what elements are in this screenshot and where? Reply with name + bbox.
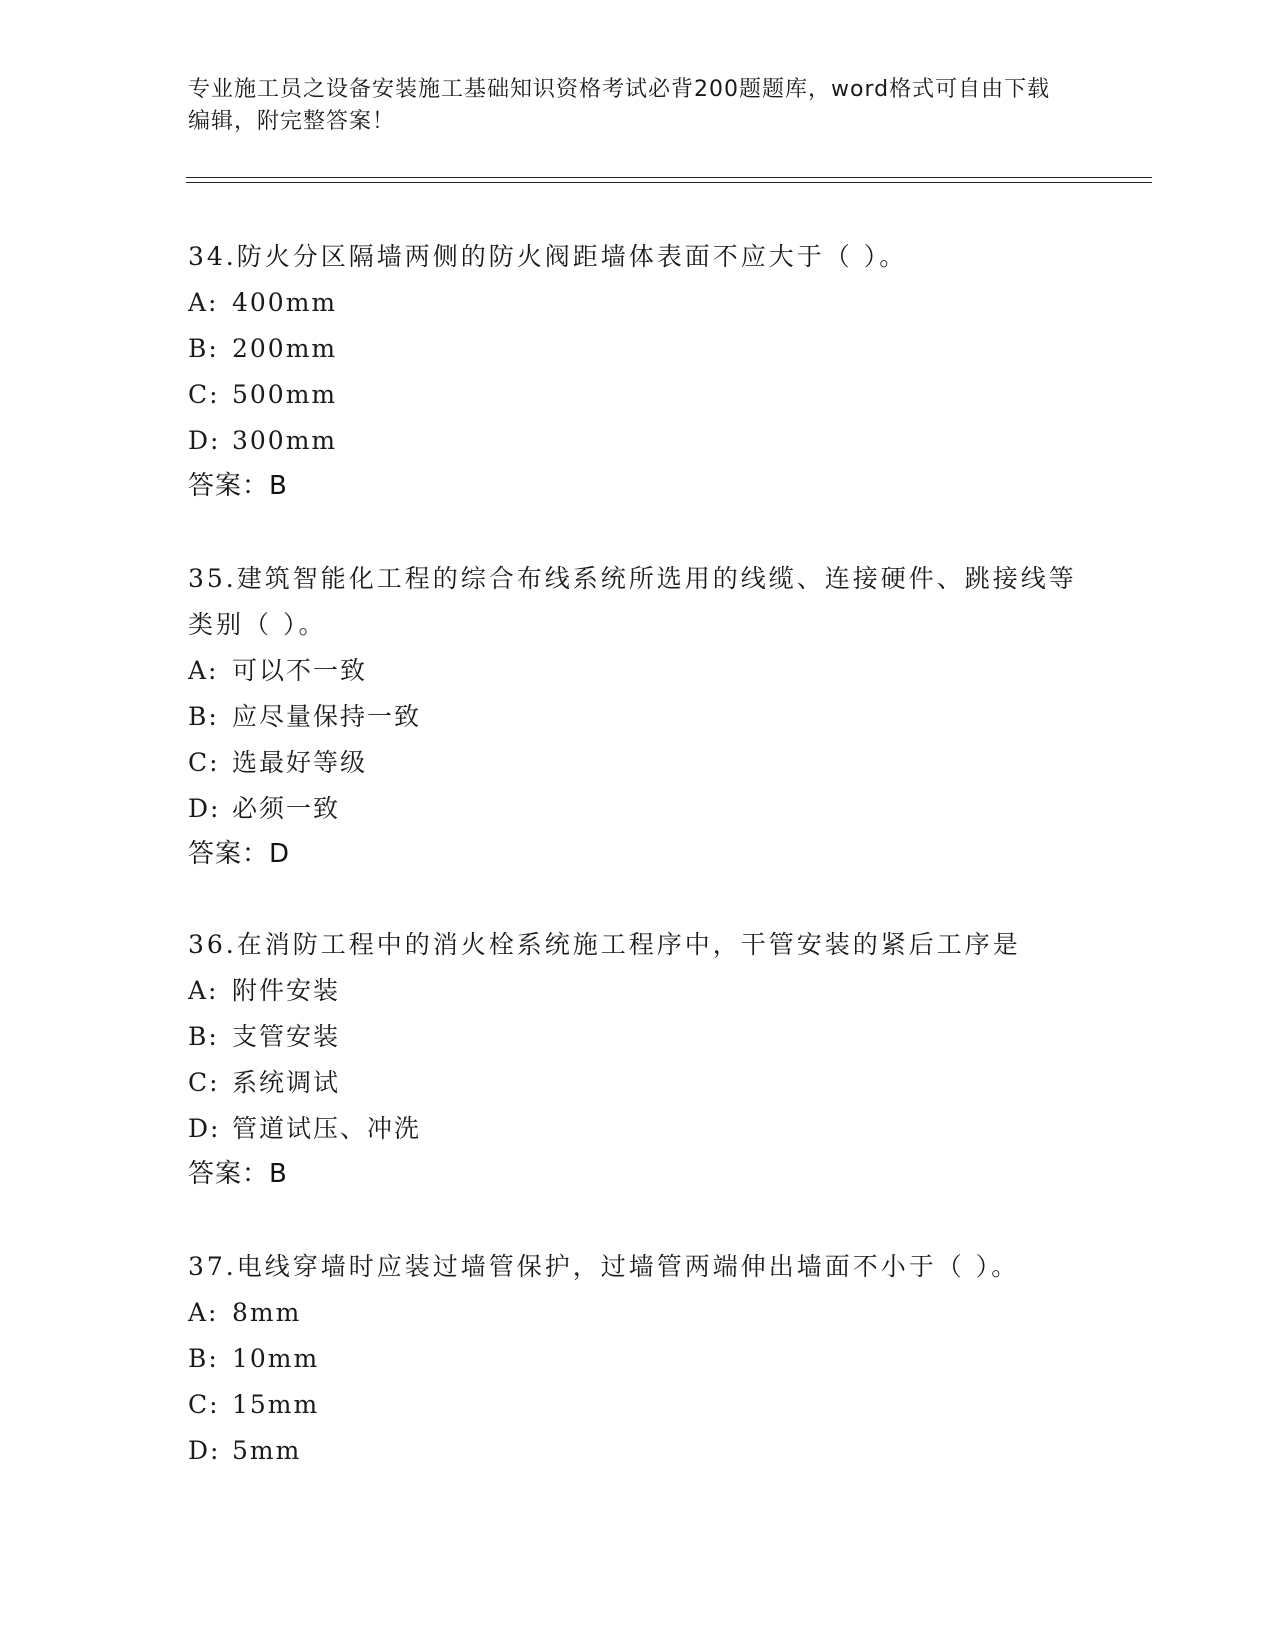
option-text: 应尽量保持一致 [232, 702, 422, 731]
option-letter: D: [188, 426, 221, 455]
option-text: 管道试压、冲洗 [232, 1114, 422, 1143]
question-text: 电线穿墙时应装过墙管保护，过墙管两端伸出墙面不小于（ ）。 [236, 1252, 1020, 1281]
option-d [188, 1428, 1088, 1474]
option-letter: B: [188, 1022, 219, 1051]
option-c [188, 372, 1088, 418]
option-letter: D: [188, 794, 221, 823]
option-text: 支管安装 [232, 1022, 341, 1051]
answer-line: 答案：B [188, 1159, 288, 1189]
header-divider-bottom [186, 182, 1152, 183]
option-a [188, 280, 1088, 326]
option-letter: B: [188, 702, 219, 731]
question-34 [188, 234, 1088, 508]
option-text: 8mm [232, 1298, 302, 1327]
option-letter: D: [188, 1436, 221, 1465]
option-c [188, 1382, 1088, 1428]
option-c [188, 1060, 1088, 1106]
option-a [188, 1290, 1088, 1336]
question-text: 防火分区隔墙两侧的防火阀距墙体表面不应大于（ ）。 [236, 242, 908, 271]
question-number: 37. [188, 1252, 237, 1281]
question-stem [188, 922, 1088, 968]
option-d [188, 786, 1088, 832]
option-letter: A: [188, 656, 219, 685]
option-c [188, 740, 1088, 786]
option-a [188, 648, 1088, 694]
question-35 [188, 556, 1088, 876]
question-text: 在消防工程中的消火栓系统施工程序中，干管安装的紧后工序是 [236, 930, 1021, 959]
option-letter: A: [188, 288, 219, 317]
option-letter: C: [188, 1068, 220, 1097]
option-letter: A: [188, 1298, 219, 1327]
answer-line: 答案：D [188, 839, 291, 869]
option-text: 500mm [232, 380, 338, 409]
option-letter: A: [188, 976, 219, 1005]
option-letter: B: [188, 1344, 219, 1373]
question-stem [188, 556, 1088, 648]
option-text: 附件安装 [232, 976, 341, 1005]
question-stem [188, 234, 1088, 280]
question-36 [188, 922, 1088, 1196]
answer-line: 答案：B [188, 471, 288, 501]
option-text: 5mm [232, 1436, 302, 1465]
option-text: 选最好等级 [232, 748, 368, 777]
option-letter: C: [188, 380, 220, 409]
question-37 [188, 1244, 1088, 1474]
question-text: 建筑智能化工程的综合布线系统所选用的线缆、连接硬件、跳接线等类别（ ）。 [188, 564, 1077, 639]
option-text: 400mm [232, 288, 338, 317]
question-stem [188, 1244, 1088, 1290]
option-text: 10mm [232, 1344, 320, 1373]
question-number: 35. [188, 564, 237, 593]
option-letter: C: [188, 748, 220, 777]
question-number: 34. [188, 242, 237, 271]
option-letter: B: [188, 334, 219, 363]
option-b [188, 1336, 1088, 1382]
option-text: 15mm [232, 1390, 320, 1419]
question-number: 36. [188, 930, 237, 959]
option-text: 可以不一致 [232, 656, 368, 685]
option-text: 200mm [232, 334, 338, 363]
option-b [188, 326, 1088, 372]
option-letter: C: [188, 1390, 220, 1419]
option-d [188, 1106, 1088, 1152]
option-a [188, 968, 1088, 1014]
option-text: 必须一致 [232, 794, 341, 823]
option-letter: D: [188, 1114, 221, 1143]
option-b [188, 694, 1088, 740]
option-d [188, 418, 1088, 464]
option-text: 系统调试 [232, 1068, 341, 1097]
option-b [188, 1014, 1088, 1060]
document-header: 专业施工员之设备安装施工基础知识资格考试必背200题题库，word格式可自由下载编辑，附完整答案！ [188, 77, 1051, 134]
option-text: 300mm [232, 426, 338, 455]
header-divider-top [186, 177, 1152, 178]
